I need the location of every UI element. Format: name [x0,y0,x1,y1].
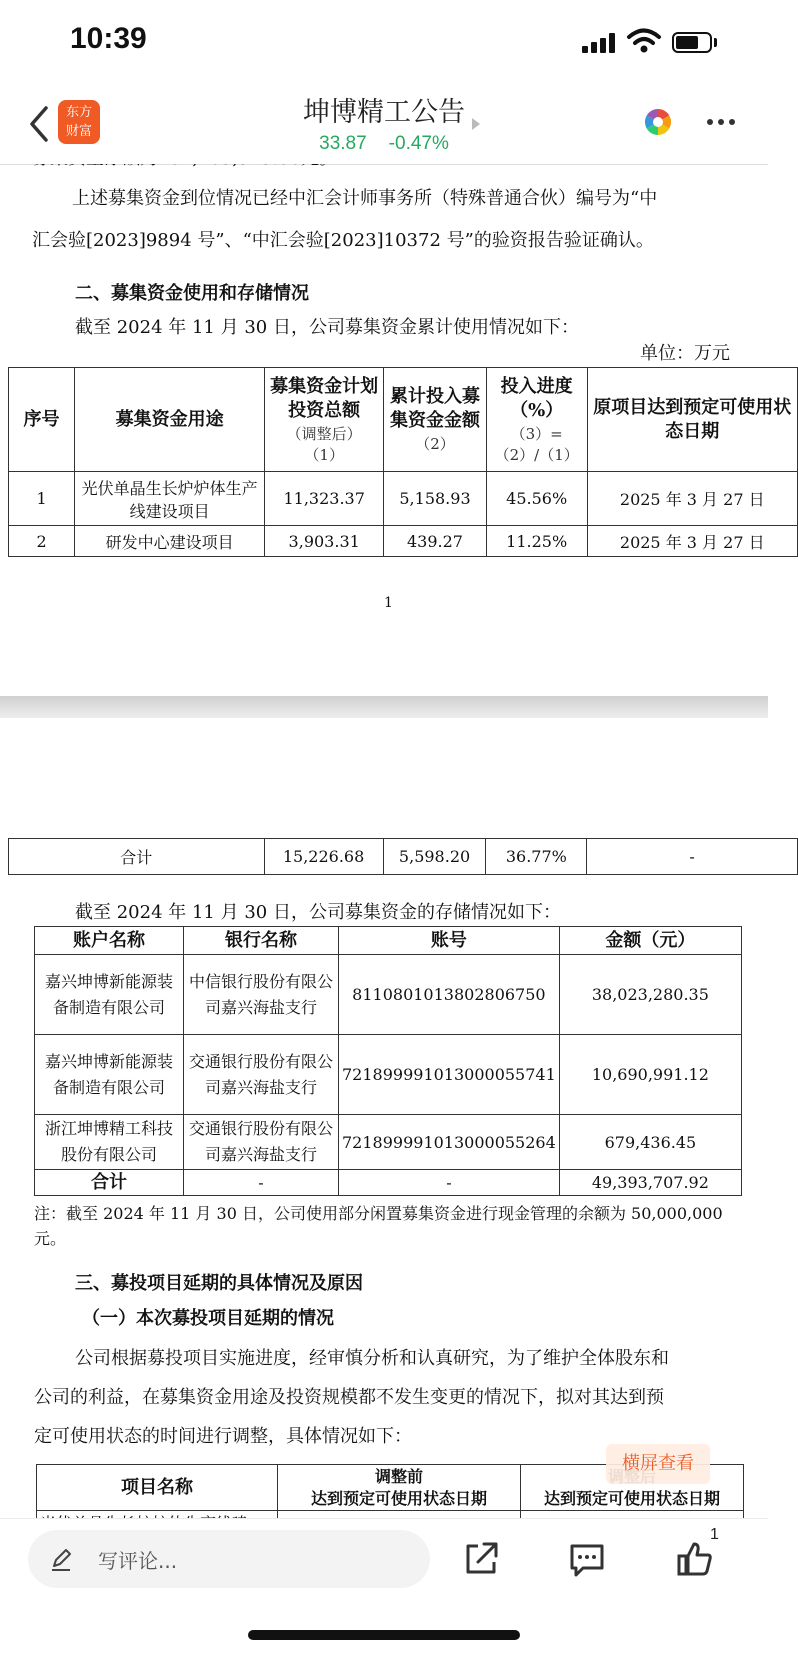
note-line1: 注：截至 2024 年 11 月 30 日，公司使用部分闲置募集资金进行现金管理的余额为 50,000,000 [34,1204,723,1223]
row2-purpose: 研发中心建设项目 [75,526,265,557]
share-icon[interactable] [462,1540,500,1578]
row1-plan: 11,323.37 [265,472,384,526]
row1-progress: 45.56% [486,472,587,526]
table-row [9,472,798,526]
section2-heading: 二、募集资金使用和存储情况 [75,283,309,304]
col-header-plan [265,368,384,472]
total-label: 合计 [9,839,265,875]
usage-intro: 截至 2024 年 11 月 30 日，公司募集资金累计使用情况如下： [75,317,579,338]
s-row2-account-no: 721899991013000055741 [339,1035,560,1115]
col-header-bank: 银行名称 [184,927,339,955]
verify-paragraph-line2: 汇会验[2023]9894 号”、“中汇会验[2023]10372 号”的验资报告验证确认。 [32,230,654,251]
status-time: 10:39 [70,22,147,55]
row2-progress: 11.25% [486,526,587,557]
stock-change: -0.47% [388,133,449,154]
s-total-bank: - [184,1170,339,1196]
subsection1-heading: （一）本次募投项目延期的情况 [82,1308,334,1329]
invested-header-main: 累计投入募集资金金额 [390,386,480,431]
table-row [35,955,742,1035]
row2-no: 2 [9,526,75,557]
storage-intro: 截至 2024 年 11 月 30 日，公司募集资金的存储情况如下： [75,902,561,923]
quote-arrow-icon[interactable] [472,118,480,130]
pen-icon [48,1546,74,1572]
col-header-progress [486,368,587,472]
progress-header-sub: （3）=（2）/（1） [494,424,579,464]
plan-header-sub1: （调整后） [286,424,362,443]
total-progress: 36.77% [486,839,587,875]
cellular-signal-icon [582,33,618,53]
table-row [35,1170,742,1196]
unit-label: 单位：万元 [640,343,730,364]
wifi-icon [627,28,661,54]
total-invested: 5,598.20 [383,839,486,875]
para3-line1: 公司根据募投项目实施进度，经审慎分析和认真研究，为了维护全体股东和 [75,1348,669,1369]
stock-price: 33.87 [319,133,367,154]
delay-col-project: 项目名称 [37,1465,278,1511]
row1-invested: 5,158.93 [384,472,487,526]
col-header-no: 序号 [9,368,75,472]
before-l1: 调整前 [374,1466,423,1486]
before-l2: 达到预定可使用状态日期 [310,1488,487,1508]
like-icon[interactable] [676,1540,714,1578]
row2-date: 2025 年 3 月 27 日 [587,526,798,557]
col-header-amount: 金额（元） [559,927,741,955]
more-icon[interactable] [706,112,736,132]
comment-icon[interactable] [568,1541,606,1579]
row2-invested: 439.27 [384,526,487,557]
page-title: 坤博精工公告 [303,97,465,128]
s-row1-account-name: 嘉兴坤博新能源装备制造有限公司 [35,955,184,1035]
plan-header-sub2: （1） [304,445,344,464]
col-header-account-name: 账户名称 [35,927,184,955]
like-count: 1 [710,1526,719,1543]
s-row2-amount: 10,690,991.12 [559,1035,741,1115]
s-total-amount: 49,393,707.92 [559,1170,741,1196]
note-line2: 元。 [34,1229,67,1248]
s-row3-account-no: 721899991013000055264 [339,1115,560,1170]
table-row [9,526,798,557]
s-row1-amount: 38,023,280.35 [559,955,741,1035]
battery-icon [672,32,712,53]
storage-table [34,926,742,1196]
home-indicator [248,1630,520,1640]
table-row [35,1115,742,1170]
progress-header-main: 投入进度（%） [500,375,573,421]
col-header-date: 原项目达到预定可使用状态日期 [587,368,798,472]
logo-line1: 东方 [65,105,92,120]
para3-line2: 公司的利益，在募集资金用途及投资规模都不发生变更的情况下，拟对其达到预 [34,1387,664,1408]
col-header-account-no: 账号 [339,927,560,955]
s-total-label: 合计 [35,1170,184,1196]
table-row [35,1035,742,1115]
s-row3-amount: 679,436.45 [559,1115,741,1170]
stock-quote[interactable] [230,133,538,155]
total-date: - [587,839,798,875]
row1-no: 1 [9,472,75,526]
row1-purpose: 光伏单晶生长炉炉体生产线建设项目 [75,472,265,526]
section3-heading: 三、募投项目延期的具体情况及原因 [75,1273,363,1294]
s-row1-bank: 中信银行股份有限公司嘉兴海盐支行 [184,955,339,1035]
plan-header-main: 募集资金计划投资总额 [270,375,379,421]
row1-date: 2025 年 3 月 27 日 [587,472,798,526]
app-logo[interactable] [58,100,100,144]
total-plan: 15,226.68 [264,839,383,875]
s-row3-bank: 交通银行股份有限公司嘉兴海盐支行 [184,1115,339,1170]
landscape-view-button[interactable]: 横屏查看 [606,1444,710,1484]
row2-plan: 3,903.31 [265,526,384,557]
col-header-invested [384,368,487,472]
comment-placeholder[interactable]: 写评论... [98,1549,178,1573]
invested-header-sub: （2） [415,435,455,453]
usage-table [8,367,798,557]
back-arrow-icon[interactable] [24,104,54,144]
s-row3-account-name: 浙江坤博精工科技股份有限公司 [35,1115,184,1170]
color-wheel-icon[interactable] [644,108,672,136]
battery-tip [714,38,717,47]
table-row [9,839,798,875]
col-header-purpose: 募集资金用途 [75,368,265,472]
usage-total-table [8,838,798,875]
verify-paragraph-line1: 上述募集资金到位情况已经中汇会计师事务所（特殊普通合伙）编号为“中 [72,188,658,209]
page-separator [0,696,768,718]
delay-col-before [278,1465,521,1511]
s-row2-account-name: 嘉兴坤博新能源装备制造有限公司 [35,1035,184,1115]
logo-line2: 财富 [65,124,92,139]
s-row2-bank: 交通银行股份有限公司嘉兴海盐支行 [184,1035,339,1115]
after-l2: 达到预定可使用状态日期 [543,1488,720,1508]
page-number: 1 [384,595,393,611]
para3-line3: 定可使用状态的时间进行调整，具体情况如下： [34,1426,412,1447]
s-total-account-no: - [339,1170,560,1196]
comment-input[interactable] [28,1530,430,1588]
s-row1-account-no: 8110801013802806750 [339,955,560,1035]
